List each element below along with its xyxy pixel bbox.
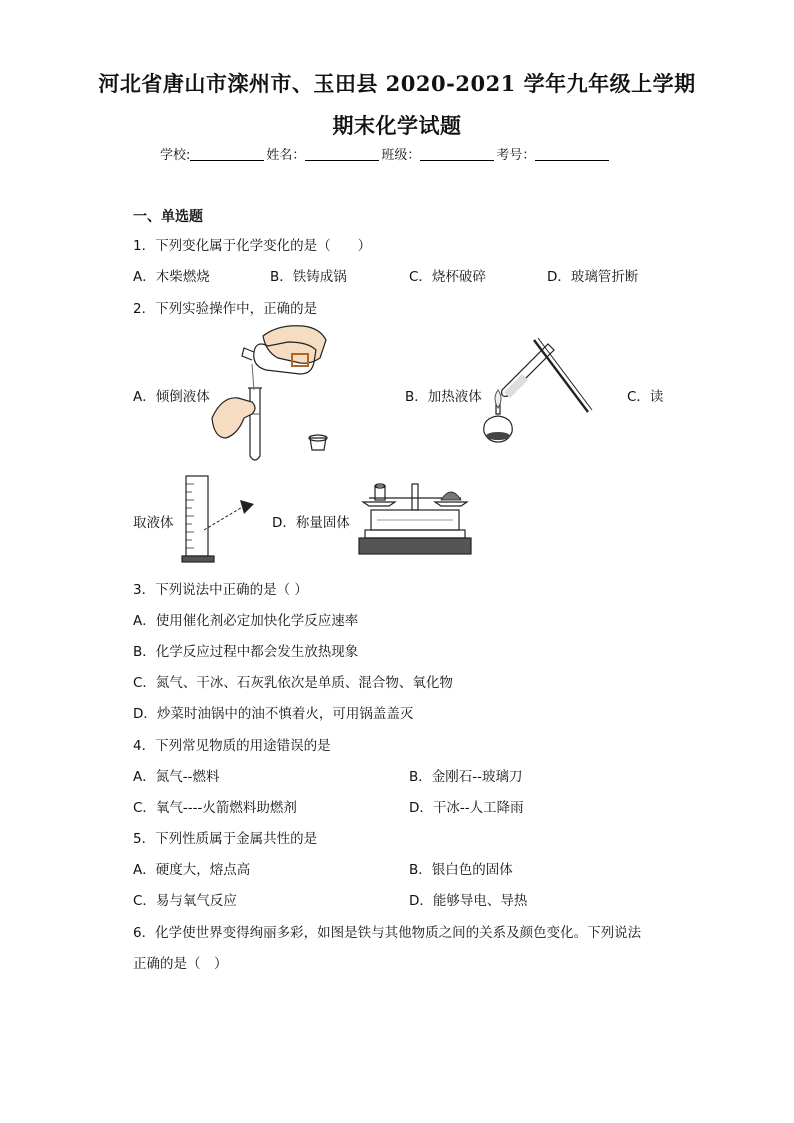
q1-stem: 1．下列变化属于化学变化的是（ ）	[133, 238, 372, 254]
name-label: 姓名：	[266, 148, 306, 163]
heating-liquid-figure	[478, 336, 593, 466]
q3-stem: 3．下列说法中正确的是（ ）	[133, 582, 308, 598]
name-blank	[305, 148, 379, 161]
q6-stem-line1: 6．化学使世界变得绚丽多彩，如图是铁与其他物质之间的关系及颜色变化。下列说法	[133, 925, 642, 941]
reading-cylinder-figure	[180, 474, 265, 566]
q3-option-c: C．氮气、干冰、石灰乳依次是单质、混合物、氧化物	[133, 675, 453, 691]
student-info-row	[160, 144, 611, 163]
q1-option-b: B．铁铸成锅	[270, 269, 347, 285]
q4-stem: 4．下列常见物质的用途错误的是	[133, 738, 331, 754]
q2-option-c-part1: C．读	[627, 389, 664, 405]
q4-option-b: B．金刚石--玻璃刀	[409, 769, 523, 785]
q2-option-b: B．加热液体	[405, 389, 482, 405]
q4-option-d: D．干冰--人工降雨	[409, 800, 524, 816]
q1-option-c: C．烧杯破碎	[409, 269, 486, 285]
q5-option-d: D．能够导电、导热	[409, 893, 528, 909]
exam-title-line1: 河北省唐山市滦州市、玉田县 2020-2021 学年九年级上学期	[98, 71, 696, 96]
q5-option-c: C．易与氧气反应	[133, 893, 237, 909]
q3-option-a: A．使用催化剂必定加快化学反应速率	[133, 613, 359, 629]
balance-scale-figure	[357, 476, 473, 556]
school-blank	[190, 148, 264, 161]
q1-option-d: D．玻璃管折断	[547, 269, 639, 285]
exam-number-blank	[535, 148, 609, 161]
exam-title-line2: 期末化学试题	[332, 113, 462, 138]
q2-option-c-part2: 取液体	[133, 515, 174, 531]
section-heading: 一、单选题	[133, 209, 203, 225]
q2-stem: 2．下列实验操作中，正确的是	[133, 301, 318, 317]
q6-stem-line2: 正确的是（ ）	[133, 956, 228, 972]
q5-option-a: A．硬度大，熔点高	[133, 862, 251, 878]
q2-option-d: D．称量固体	[272, 515, 350, 531]
q3-option-b: B．化学反应过程中都会发生放热现象	[133, 644, 359, 660]
q5-stem: 5．下列性质属于金属共性的是	[133, 831, 318, 847]
q4-option-a: A．氮气--燃料	[133, 769, 220, 785]
q5-option-b: B．银白色的固体	[409, 862, 513, 878]
q3-option-d: D．炒菜时油锅中的油不慎着火，可用锅盖盖灭	[133, 706, 414, 722]
school-label: 学校:	[160, 148, 191, 163]
class-label: 班级：	[381, 148, 421, 163]
class-blank	[420, 148, 494, 161]
q1-option-a: A．木柴燃烧	[133, 269, 210, 285]
q4-option-c: C．氧气----火箭燃料助燃剂	[133, 800, 297, 816]
exam-number-label: 考号：	[496, 148, 536, 163]
pouring-liquid-figure	[208, 318, 338, 468]
q2-option-a: A．倾倒液体	[133, 389, 210, 405]
